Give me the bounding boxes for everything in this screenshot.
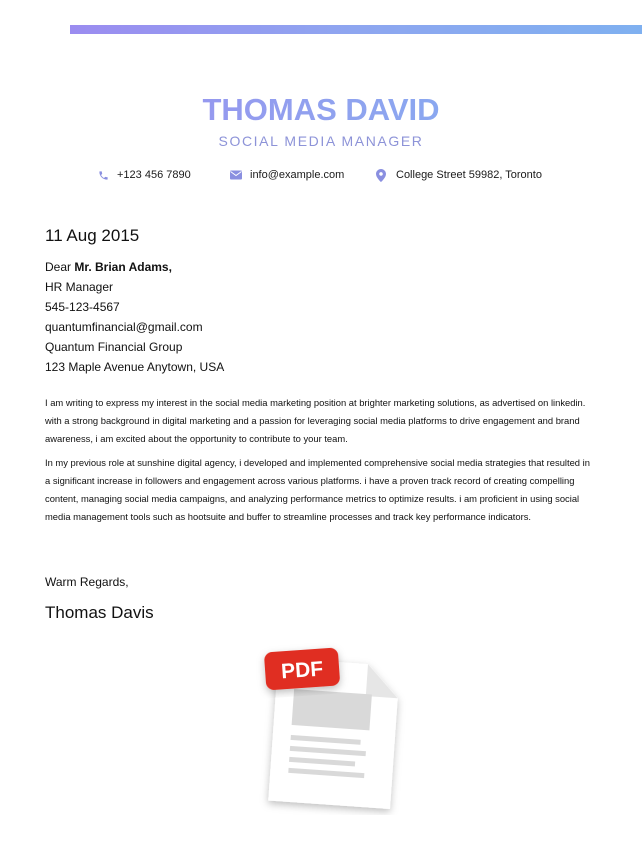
pdf-file-icon — [255, 640, 415, 815]
salutation-line — [45, 257, 224, 277]
signature-name: Thomas Davis — [45, 603, 154, 622]
recipient-phone: 545-123-4567 — [45, 300, 120, 314]
recipient-email: quantumfinancial@gmail.com — [45, 320, 203, 334]
contact-row — [0, 166, 642, 184]
body-paragraph-1: I am writing to express my interest in the social media marketing position at brighter marketing solutions, as advertised on linkedin. with a strong background in digital marketing and a passion for leveraging social media platforms to drive engagement and brand awareness, i am excited about the opportunity to contribute to your team. — [45, 397, 586, 444]
recipient-name: Mr. Brian Adams, — [74, 260, 172, 274]
contact-email — [230, 166, 344, 184]
email-icon — [230, 170, 242, 180]
location-icon — [376, 169, 386, 182]
contact-address — [376, 166, 542, 184]
recipient-address: 123 Maple Avenue Anytown, USA — [45, 360, 225, 374]
recipient-company: Quantum Financial Group — [45, 340, 183, 354]
email-text: info@example.com — [250, 169, 345, 181]
header-accent-bar — [70, 25, 642, 34]
address-text: College Street 59982, Toronto — [396, 169, 542, 181]
applicant-role: SOCIAL MEDIA MANAGER — [218, 133, 424, 149]
applicant-name: THOMAS DAVID — [0, 90, 642, 130]
phone-icon — [98, 170, 109, 181]
recipient-title: HR Manager — [45, 280, 114, 294]
recipient-block — [45, 257, 224, 377]
phone-text: +123 456 7890 — [117, 169, 191, 181]
letter-date: 11 Aug 2015 — [45, 226, 140, 245]
pdf-badge-label: PDF — [280, 657, 324, 684]
contact-phone — [98, 166, 191, 184]
closing-line: Warm Regards, — [45, 575, 129, 589]
body-paragraph-2: In my previous role at sunshine digital agency, i developed and implemented comprehensive social media strategies that resulted in a significant increase in followers and engagement across various platforms. i have a proven track record of creating compelling content, managing social media campaigns, and analyzing performance metrics to optimize results. i am proficient in using social media management tools such as hootsuite and buffer to streamline processes and track key performance indicators. — [45, 457, 590, 522]
salutation-prefix: Dear — [45, 260, 75, 274]
